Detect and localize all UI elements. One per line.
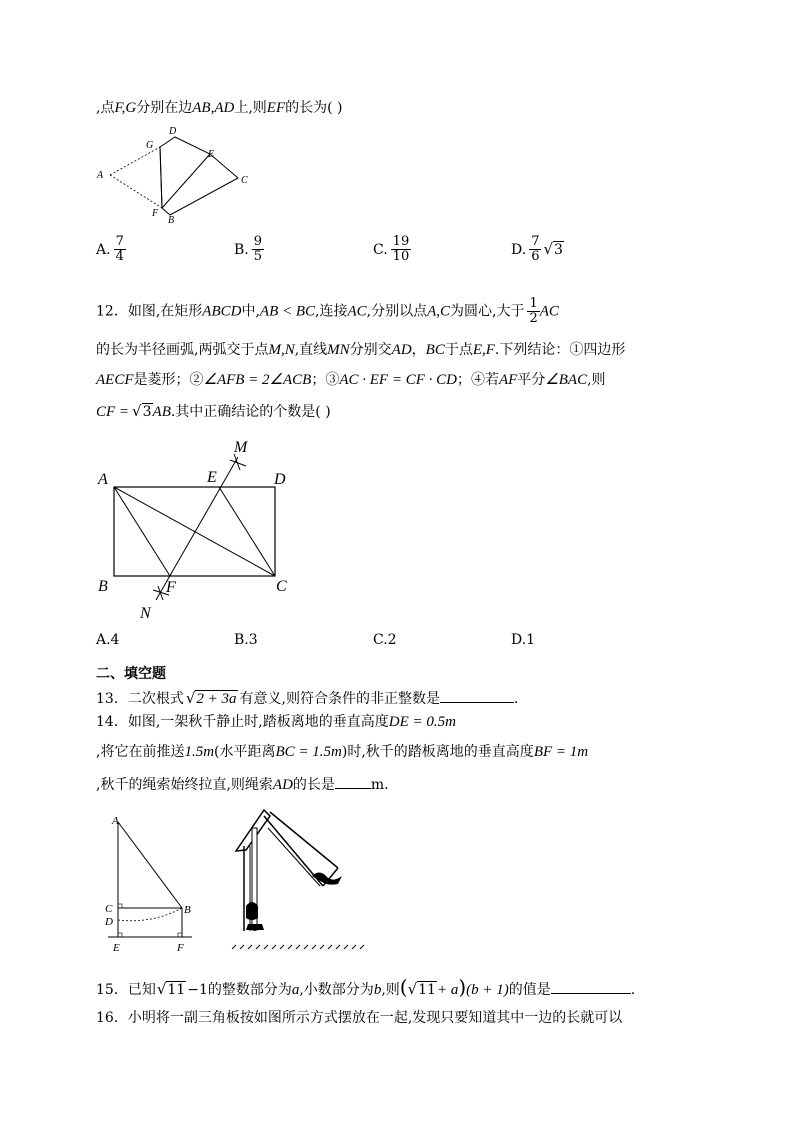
label-f: F	[177, 942, 184, 954]
q15-stem: 15．已知 √ 11 −1的整数部分为a,小数部分为b,则( √ 11 + a)(b + 1)的值是 .	[96, 975, 636, 999]
label-d: D	[169, 126, 177, 137]
q12-option-a: A.4	[96, 632, 120, 648]
label-e: E	[208, 149, 215, 160]
label-c: C	[241, 175, 248, 186]
q12-stem-line2: 的长为半径画弧,两弧交于点M,N,直线MN分别交AD，BC于点E,F.下列结论：①四边形	[96, 342, 626, 358]
q11-option-d: D. $\frac{7}{6}$ √ 3	[511, 234, 563, 264]
q11-option-b: B. $\frac{9}{5}$	[234, 234, 263, 264]
section-title: 二、填空题	[96, 666, 166, 682]
label-a: A	[97, 170, 104, 181]
q12-option-c: C.2	[373, 632, 397, 648]
q11-figure	[92, 122, 262, 227]
q12-stem-line1: 12．如图,在矩形ABCD中,AB < BC,连接AC,分别以点A,C为圆心,大于 $\frac{1}{2}$ AC	[96, 296, 559, 326]
label-f: F	[152, 208, 159, 219]
q12-figure	[92, 432, 302, 624]
label-e: E	[113, 942, 120, 954]
label-c: C	[276, 578, 287, 595]
label-d: D	[274, 471, 286, 488]
q15-answer-blank[interactable]	[551, 979, 631, 994]
q14-line1: 14．如图,一架秋千静止时,踏板离地的垂直高度DE = 0.5m	[96, 714, 456, 730]
q14-diagram	[100, 812, 200, 954]
label-c: C	[105, 903, 113, 915]
label-n: N	[140, 605, 151, 622]
q14-line2: ,将它在前推送1.5m(水平距离BC = 1.5m)时,秋千的踏板离地的垂直高度BF = 1m	[96, 744, 589, 760]
label-m: M	[234, 439, 248, 456]
label-f: F	[166, 579, 176, 596]
label-b: B	[168, 215, 175, 226]
label-a: A	[98, 471, 108, 488]
q11-option-a: A. $\frac{7}{4}$	[96, 234, 124, 264]
label-e: E	[207, 469, 217, 486]
q12-option-b: B.3	[234, 632, 258, 648]
q11-stem: ,点F,G分别在边AB,AD上,则EF的长为( )	[96, 100, 343, 116]
q12-stem-line3: AECF是菱形；②∠AFB = 2∠ACB；③AC · EF = CF · CD；④若AF平分∠BAC,则	[96, 372, 606, 388]
q16-stem: 16．小明将一副三角板按如图所示方式摆放在一起,发现只要知道其中一边的长就可以	[96, 1010, 623, 1026]
label-d: D	[105, 916, 113, 928]
swing-illustration	[228, 806, 373, 954]
q13-answer-blank[interactable]	[440, 688, 514, 703]
q14-answer-blank[interactable]	[335, 774, 371, 789]
label-b: B	[98, 578, 108, 595]
q12-option-d: D.1	[511, 632, 536, 648]
q13-stem: 13．二次根式 √ 2 + 3a 有意义,则符合条件的非正整数是 .	[96, 689, 519, 707]
q12-stem-line4: CF = √ 3 AB.其中正确结论的个数是( )	[96, 402, 331, 420]
label-b: B	[184, 904, 191, 916]
q14-line3: ,秋千的绳索始终拉直,则绳索AD的长是 m.	[96, 774, 389, 795]
q11-option-c: C. $\frac{19}{10}$	[373, 234, 410, 264]
label-g: G	[146, 140, 154, 151]
label-a: A	[112, 815, 119, 827]
